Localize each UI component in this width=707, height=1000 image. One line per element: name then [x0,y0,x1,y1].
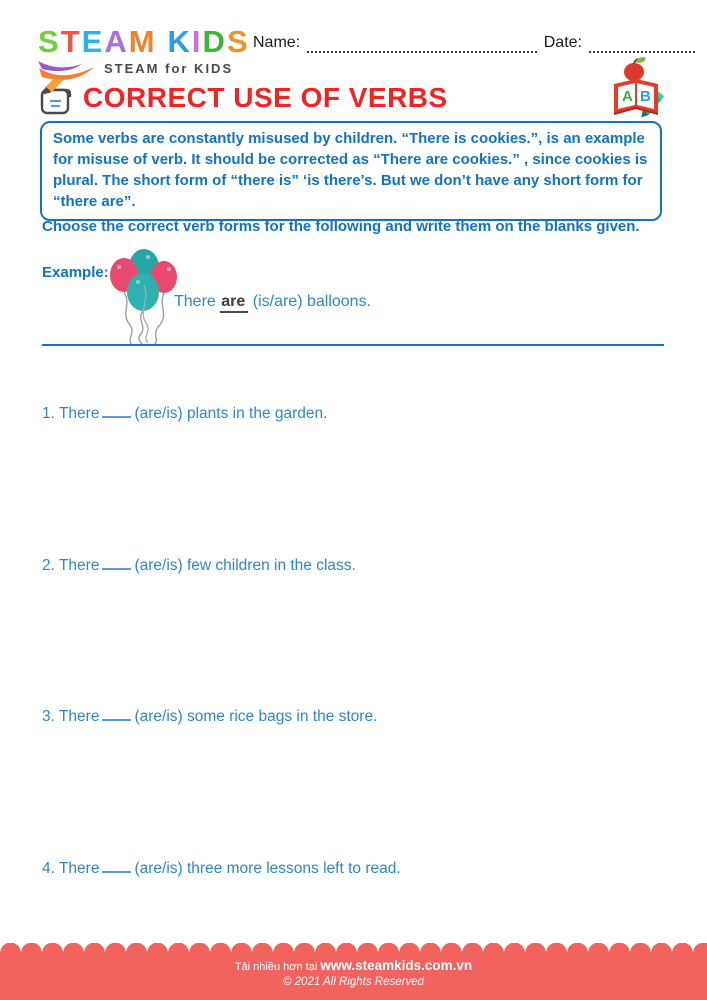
answer-blank[interactable] [102,557,131,570]
logo-wordmark [38,26,250,57]
book-apple-icon [609,56,665,122]
example-before: There [174,293,216,310]
svg-text:B: B [640,88,651,105]
date-label: Date: [543,34,582,51]
example-label: Example: [42,264,109,281]
question-text: 2. There [42,557,100,574]
logo-letter: I [191,24,203,59]
example-after: (is/are) balloons. [252,293,372,310]
logo-letter: A [104,24,129,59]
footer-tagline-prefix: Tải nhiều hơn tại [234,961,318,973]
question-2 [42,557,356,575]
name-input-line[interactable] [307,38,537,53]
example-answer: are [220,293,248,313]
page-title: CORRECT USE OF VERBS [83,82,448,113]
date-input-line[interactable] [589,38,695,53]
question-text: (are/is) some rice bags in the store. [134,708,378,725]
logo-letter: T [60,24,82,59]
info-box: Some verbs are constantly misused by children. “There is cookies.”, is an example for misuse of verb. It should be corrected as “There are cookies.” , since cookies is plural. The short form of “there is” ‘is there’s. But we don’t have any short form for “there are”. [40,121,662,221]
footer-band [0,953,707,1000]
name-label: Name: [253,34,301,51]
answer-blank[interactable] [102,708,131,721]
question-1 [42,405,327,423]
logo-letter: D [202,24,227,59]
footer [0,943,707,1000]
footer-tagline [0,958,707,973]
question-text: (are/is) few children in the class. [134,557,356,574]
logo-letter: S [38,24,61,59]
logo-letter: M [128,24,157,59]
logo-letter: K [167,24,192,59]
footer-copyright: © 2021 All Rights Reserved [282,976,424,988]
example-sentence [174,293,371,311]
steamkids-logo [38,26,250,84]
footer-scallop-edge [0,943,707,953]
svg-text:A: A [622,88,633,105]
balloons-icon [108,245,180,347]
question-text: (are/is) three more lessons left to read. [134,860,401,877]
section-divider [42,344,664,346]
title-row [36,79,448,117]
question-text: 1. There [42,405,100,422]
footer-url: www.steamkids.com.vn [320,958,473,973]
answer-blank[interactable] [102,860,131,873]
logo-letter: E [81,24,105,59]
pencil-paper-icon [36,79,76,117]
logo-letter: S [226,24,250,59]
question-4 [42,860,401,878]
question-text: 3. There [42,708,100,725]
question-3 [42,708,377,726]
header-fields [253,34,695,53]
answer-blank[interactable] [102,405,131,418]
question-text: (are/is) plants in the garden. [134,405,328,422]
question-text: 4. There [42,860,100,877]
instruction-text: Choose the correct verb forms for the following and write them on the blanks given. [42,218,640,235]
logo-subtitle: STEAM for KIDS [104,61,234,76]
